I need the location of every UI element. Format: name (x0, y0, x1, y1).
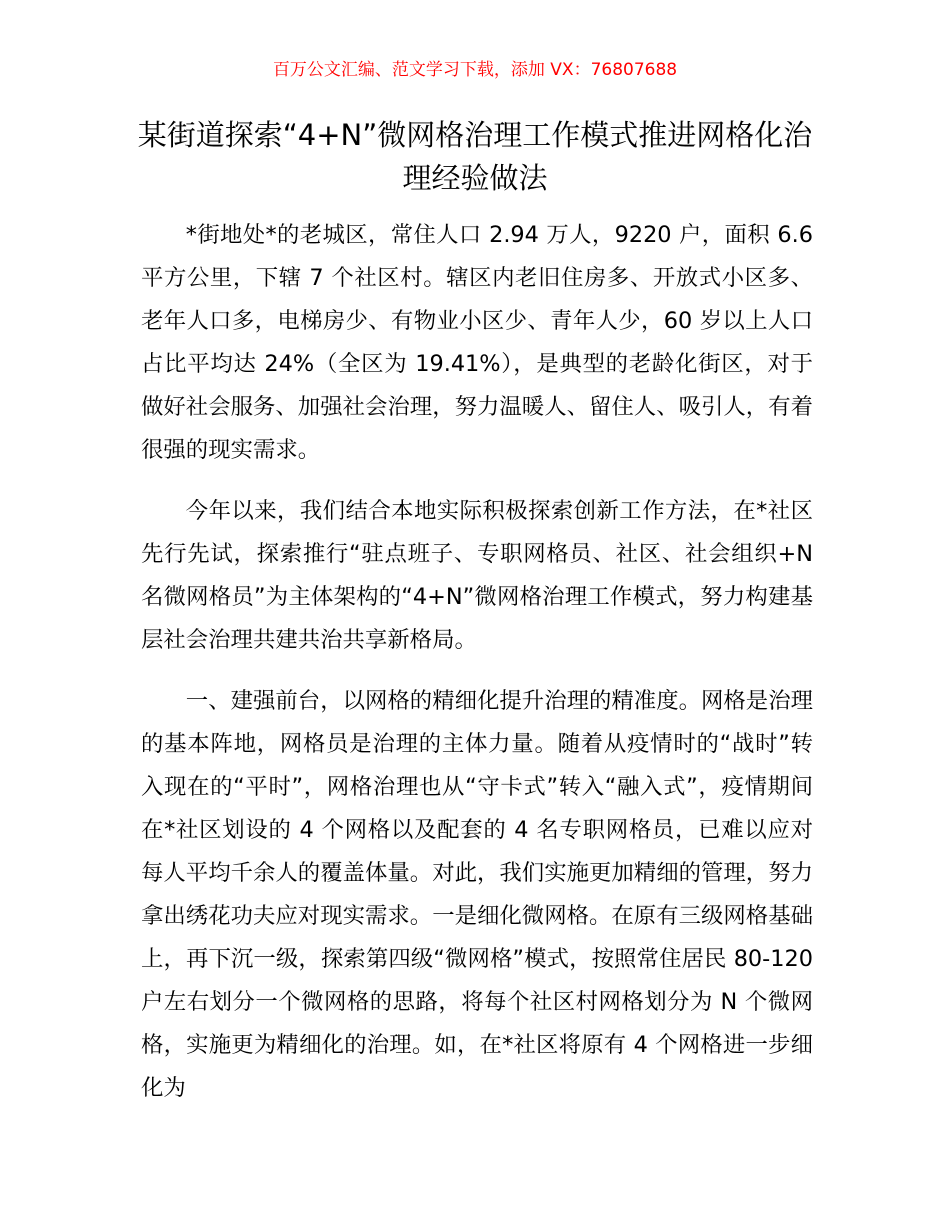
header-watermark-line: 百万公文汇编、范文学习下载，添加 VX：76807688 (272, 60, 678, 80)
paragraph-section-one: 一、建强前台，以网格的精细化提升治理的精准度。网格是治理的基本阵地，网格员是治理的主体力量。随着从疫情时的“战时”转入现在的“平时”，网格治理也从“守卡式”转入“融入式”，疫情期间在*社区划设的 4 个网格以及配套的 4 名专职网格员，已难以应对每人平均千余人的覆盖体量。对此，我们实施更加精细的管理，努力拿出绣花功夫应对现实需求。一是细化微网格。在原有三级网格基础上，再下沉一级，探索第四级“微网格”模式，按照常住居民 80-120 户左右划分一个微网格的思路，将每个社区村网格划分为 N 个微网格，实施更为精细化的治理。如，在*社区将原有 4 个网格进一步细化为 (141, 688, 813, 1101)
paragraph-intro: *街地处*的老城区，常住人口 2.94 万人，9220 户，面积 6.6 平方公里，下辖 7 个社区村。辖区内老旧住房多、开放式小区多、老年人口多，电梯房少、有物业小区少、青年人少，60 岁以上人口占比平均达 24%（全区为 19.41%），是典型的老龄化街区，对于做好社会服务、加强社会治理，努力温暖人、留住人、吸引人，有着很强的现实需求。 (141, 222, 813, 463)
document-body (141, 214, 813, 1128)
paragraph-overview: 今年以来，我们结合本地实际积极探索创新工作方法，在*社区先行先试，探索推行“驻点班子、专职网格员、社区、社会组织+N 名微网格员”为主体架构的“4+N”微网格治理工作模式，努力构建基层社会治理共建共治共享新格局。 (141, 498, 813, 653)
document-title: 某街道探索“4+N”微网格治理工作模式推进网格化治理经验做法 (137, 118, 813, 195)
